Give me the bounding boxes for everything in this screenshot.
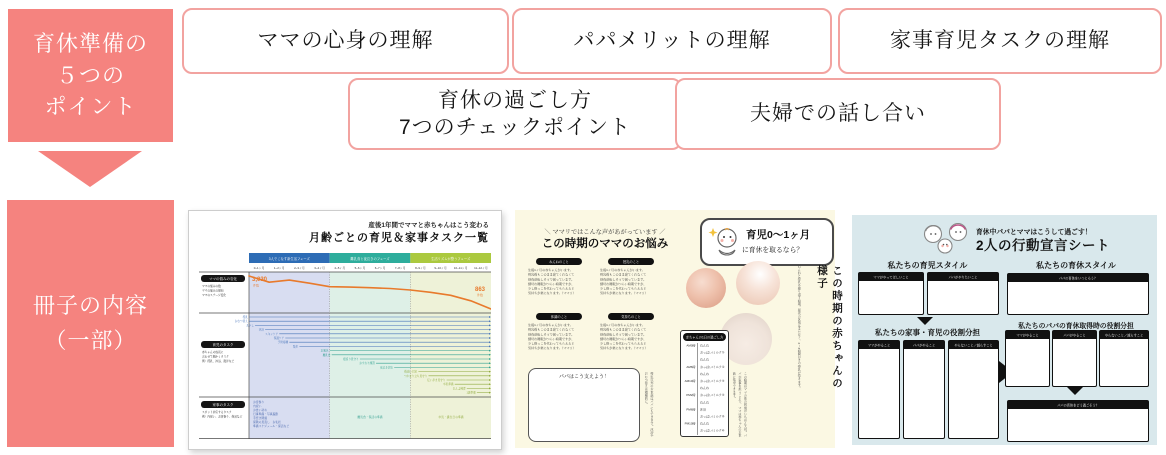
baby-schedule-box <box>680 330 729 437</box>
month-label: 0~1ヶ月 <box>253 266 265 270</box>
declaration-title: 2人の行動宣言シート <box>976 238 1111 253</box>
worry-quote-pill <box>608 258 654 265</box>
worry-quote-text <box>528 323 590 361</box>
month-label: 5~6ヶ月 <box>354 266 366 270</box>
box-mama-does <box>858 340 900 439</box>
box-mama-does-label: ママがやること <box>867 343 891 348</box>
box-leave-mama-does-label: ママがやること <box>1016 333 1039 338</box>
worry-quote-line: 細切れ睡眠がつらい時期ですが、 <box>528 282 575 286</box>
booklet-page-task-chart <box>188 210 502 450</box>
spot-task-line: お宮参り <box>253 400 265 404</box>
row-note: ママの悩みの数 <box>202 285 221 288</box>
booklet-page-declaration-sheet <box>852 215 1157 445</box>
end-value: 863 <box>474 287 486 293</box>
care-task-label: あんよ練習 <box>452 387 466 391</box>
box-papa-wants-label: パパがやりたいこと <box>948 275 978 280</box>
baby-state-vertical-title: この時期の赤ちゃんの様子 <box>816 265 843 390</box>
booklet-contents-label <box>7 200 174 447</box>
point-leave-checkpoints-line1: 育休の過ごし方 <box>438 88 592 112</box>
worry-quote-line: 気持ちが楽になります。（ママリ） <box>528 291 576 296</box>
start-value: 3,030 <box>252 277 268 283</box>
month-label: 2~3ヶ月 <box>294 266 305 270</box>
spot-task-line: お食い初め <box>253 408 267 412</box>
care-task-label: 散歩 <box>293 345 299 349</box>
box-leave-how-header <box>1008 401 1148 409</box>
worries-slogan: ＼ ママリではこんな声があがっています ／ <box>544 229 666 236</box>
worry-quote-line: 気持ちが楽になります。（ママリ） <box>600 346 648 351</box>
row-note: 赤ちゃんの成長に <box>202 351 224 354</box>
schedule-row <box>682 364 727 371</box>
box-papa-does-label: パパがやること <box>912 343 936 348</box>
worry-quote-line: 昼夜逆転しそうで困っています。 <box>600 277 647 282</box>
box-papa-does <box>903 340 945 439</box>
spot-task-line: 卒乳・誕生日の準備 <box>438 415 464 419</box>
booklet-contents-line1: 冊子の内容 <box>32 293 148 319</box>
schedule-row <box>682 357 727 364</box>
point-papa-merit: パパメリットの理解 <box>512 8 832 74</box>
box-leave-papa-does-header <box>1053 331 1096 339</box>
month-label: 4~5ヶ月 <box>334 266 346 270</box>
schedule-activity: ねんね <box>700 387 710 391</box>
worry-quote-line: 授乳後もこのまま寝てくれなくて <box>600 273 647 277</box>
schedule-row <box>682 407 727 414</box>
schedule-row <box>682 386 727 393</box>
worry-quote-line: 生後1ヶ月の赤ちゃんがいます。 <box>528 323 573 327</box>
month-label: 1~2ヶ月 <box>273 266 285 270</box>
care-task-label: 離乳食 <box>322 353 331 357</box>
row-note: ママのステージ変化 <box>202 293 227 297</box>
end-value-sub: 件数 <box>476 293 484 297</box>
worry-quote-pill <box>536 313 582 320</box>
care-task-label: 夜泣き対応 <box>380 366 393 370</box>
row-note: スポット対応するタスク <box>202 411 232 414</box>
chart-title: 月齢ごとの育児＆家事タスク一覧 <box>309 232 489 244</box>
month-label: 6~7ヶ月 <box>374 266 386 270</box>
five-points-line3: ポイント <box>44 94 137 120</box>
care-task-label: 沐浴 <box>258 328 264 332</box>
care-task-label: 寝返り見守り <box>343 358 359 361</box>
box-leave-papa-does-label: パパがやること <box>1063 333 1086 338</box>
baby-photo-1 <box>686 268 726 308</box>
schedule-row <box>682 428 727 435</box>
schedule-row <box>682 393 727 400</box>
schedule-time: PM2時 <box>686 394 696 398</box>
worry-quote-pill <box>608 313 654 320</box>
care-task-label: 卒乳準備 <box>443 383 454 387</box>
worry-quote-pill-label: 体調のこと <box>550 315 568 319</box>
box-papa-wants-header <box>928 273 998 281</box>
care-task-label: あやし <box>246 324 254 328</box>
schedule-activity: 沐浴 <box>700 408 707 412</box>
five-points-line1: 育休準備の <box>32 30 148 56</box>
worry-quote-text <box>528 268 590 306</box>
box-leave-mama-does-header <box>1006 331 1049 339</box>
spot-task-line: 手続き関連 <box>253 416 267 420</box>
phase-label: 生活リズムが整うフェーズ <box>431 256 471 261</box>
worry-quote-line: 授乳後もこのまま寝てくれなくて <box>528 328 575 332</box>
point-leave-checkpoints <box>348 78 682 150</box>
month-label: 9~10ヶ月 <box>434 266 447 270</box>
five-points-line2: ５つの <box>55 62 125 88</box>
worry-quote-line: 授乳後もこのまま寝てくれなくて <box>600 328 647 332</box>
heading-leave-role-split: 私たちのパパの育休取得時の役割分担 <box>1018 323 1134 330</box>
schedule-time: AM6時 <box>686 365 696 369</box>
worry-quote-text <box>600 268 662 306</box>
worry-quote-block <box>600 313 662 361</box>
box-reduce-header <box>949 341 998 349</box>
row-note: 合わせて細かくタスク <box>202 355 229 359</box>
schedule-activity: おっぱい/ミルク⑤ <box>700 415 725 419</box>
box-mama-wants-label: ママがやってほしいこと <box>873 275 909 280</box>
box-leave-papa-does <box>1052 330 1097 387</box>
chart-subtitle: 産後1年間でママと赤ちゃんはこう変わる <box>368 222 489 229</box>
heading-childcare-style: 私たちの育児スタイル <box>887 261 968 270</box>
schedule-activity: おっぱい/ミルク① <box>700 351 725 355</box>
worry-quote-lines <box>528 268 590 306</box>
down-arrow-icon <box>38 151 142 187</box>
worry-quote-line: 昼夜逆転しそうで困っています。 <box>600 332 647 337</box>
worry-quote-line: 細切れ睡眠がつらい時期ですが、 <box>600 337 647 341</box>
declaration-tagline: 育休中パパとママはこうして過ごす！ <box>976 229 1092 236</box>
phase-band <box>330 272 411 439</box>
box-mama-wants-header <box>859 273 923 281</box>
worry-quote-line: 細切れ睡眠がつらい時期ですが、 <box>600 282 647 286</box>
month-label: 3~4ヶ月 <box>314 266 325 270</box>
schedule-row <box>682 378 727 385</box>
point-couple-discussion: 夫婦での話し合い <box>675 78 1001 150</box>
box-leave-when-header <box>1008 274 1148 282</box>
point-leave-checkpoints-line2: 7つのチェックポイント <box>398 116 632 139</box>
vertical-paragraph-2: この時期はママの体の回復がいちばん大切。パパが家事を担うことで、ママは赤ちゃんのお世話に集中できます。 <box>732 372 747 438</box>
care-task-label: 予防接種 <box>277 341 289 345</box>
worry-quote-line: 少し抱っこを代わってもらえると <box>600 287 647 291</box>
leave-timing-badge <box>700 218 834 266</box>
worry-quote-lines <box>600 323 662 361</box>
papa-support-label: パパはこう支えよう！ <box>559 374 609 380</box>
schedule-activity: おっぱい/ミルク④ <box>700 394 725 398</box>
month-label: 8~9ヶ月 <box>415 266 426 270</box>
box-reduce <box>948 340 999 439</box>
worry-quote-line: 少し抱っこを代わってもらえると <box>528 342 575 346</box>
phase-label: 3人でこなす新生活フェーズ <box>268 256 310 261</box>
spot-task-line: 内祝い <box>253 404 262 408</box>
care-task-label: 伝い歩き見守り <box>427 379 446 382</box>
schedule-time: AM10時 <box>684 379 696 383</box>
worry-quote-line: 昼夜逆転しそうで困っています。 <box>528 332 575 337</box>
worry-quote-line: 気持ちが楽になります。（ママリ） <box>600 291 648 296</box>
schedule-row <box>682 343 727 350</box>
schedule-activity: おっぱい/ミルク③ <box>700 379 725 383</box>
care-task-label: スキンケア <box>265 332 279 336</box>
schedule-activity: ねんね <box>700 372 710 376</box>
schedule-activity: おっぱい/ミルク⑥ <box>700 429 725 433</box>
five-points-label <box>8 9 173 142</box>
schedule-row <box>682 400 727 407</box>
worry-quote-lines <box>600 268 662 306</box>
box-leave-reduce-header <box>1100 331 1148 339</box>
booklet-page-mama-worries <box>515 210 843 448</box>
box-reduce-label: やらないこと／減らすこと <box>954 343 993 348</box>
booklet-contents-line2: （一部） <box>44 327 137 353</box>
box-leave-when-label: パパの育休をいつとろう？ <box>1058 276 1098 281</box>
down-arrow-small-icon <box>917 317 933 325</box>
box-leave-when <box>1007 273 1149 315</box>
schedule-row <box>682 414 727 421</box>
box-leave-how-label: パパの育休をどう過ごそう？ <box>1057 403 1099 408</box>
worry-quote-pill-label: 授乳のこと <box>622 260 640 264</box>
vertical-paragraph-3: 授乳以外のお世話はパパにもできます。沐浴やおむつ替えは積極的に。 <box>644 372 654 438</box>
worry-quote-line: 生後1ヶ月の赤ちゃんがいます。 <box>528 268 573 272</box>
box-mama-does-header <box>859 341 899 349</box>
row-note: 例）授乳、沐浴、散歩など <box>202 359 235 363</box>
month-label: 11~12ヶ月 <box>474 266 488 270</box>
start-value-sub: 件数 <box>253 283 260 288</box>
phase-label: 離乳食と夜泣きのフェーズ <box>350 256 390 261</box>
monthly-task-chart <box>199 253 491 439</box>
worry-quote-block <box>528 313 590 361</box>
badge-period: 育児0〜1ヶ月 <box>746 229 811 241</box>
worry-quote-pill <box>536 258 582 265</box>
schedule-activity: ねんね <box>700 422 710 426</box>
worry-quote-block <box>600 258 662 306</box>
worry-quote-line: 気持ちが楽になります。（ママリ） <box>528 346 576 351</box>
spot-task-line: 離乳食・保活の準備 <box>357 415 383 419</box>
schedule-activity: ねんね <box>700 401 710 405</box>
worry-quote-line: 少し抱っこを代わってもらえると <box>600 342 647 346</box>
worry-quote-line: 生後1ヶ月の赤ちゃんがいます。 <box>600 268 645 272</box>
schedule-time: PM6時 <box>686 408 696 412</box>
papa-support-box <box>528 368 640 442</box>
box-mama-wants <box>858 272 924 315</box>
worry-quote-line: 生後1ヶ月の赤ちゃんがいます。 <box>600 323 645 327</box>
point-mama-mind-body: ママの心身の理解 <box>182 8 509 74</box>
box-leave-how <box>1007 400 1149 442</box>
worries-title: この時期のママのお悩み <box>541 238 669 250</box>
point-housework-childcare-tasks: 家事育児タスクの理解 <box>838 8 1162 74</box>
care-task-label: 保湿ケア <box>273 337 285 340</box>
care-task-label: おすわり練習 <box>359 362 375 366</box>
spot-task-line: 行事準備・写真撮影 <box>253 412 279 416</box>
schedule-row <box>682 371 727 378</box>
month-label: 10~11ヶ月 <box>453 266 468 270</box>
baby-schedule-body <box>682 343 727 435</box>
badge-question: に育休を取るなら？ <box>742 247 804 254</box>
row-pill-label: 育児のタスク <box>212 342 234 347</box>
worry-quote-pill-label: 気持ちのこと <box>621 315 641 319</box>
schedule-activity: おっぱい/ミルク② <box>700 365 725 369</box>
schedule-row <box>682 350 727 357</box>
schedule-activity: ねんね <box>700 344 710 348</box>
care-task-label: 1歳準備 <box>466 391 476 395</box>
worry-quote-text <box>600 323 662 361</box>
worry-quote-block <box>528 258 590 306</box>
row-note: 例）内祝い、お宮参り、保活など <box>202 415 243 419</box>
family-illustration <box>920 221 972 259</box>
chick-baby-icon <box>705 223 743 261</box>
worry-quote-line: 昼夜逆転しそうで困っています。 <box>528 277 575 282</box>
spot-task-line: 準備スケジュール・保活など <box>253 424 290 428</box>
spot-task-line: 保険の見直し お礼状 <box>253 420 281 424</box>
row-pill-label: ママの悩みの変化 <box>209 276 237 281</box>
worry-quote-line: 少し抱っこを代わってもらえると <box>528 287 575 291</box>
care-task-label: 後追い対応 <box>404 370 418 374</box>
box-leave-reduce-label: やらないこと／減らすこと <box>1104 333 1144 338</box>
baby-photo-2 <box>736 261 780 305</box>
box-papa-wants <box>927 272 999 315</box>
care-task-label: 授乳 <box>242 316 248 319</box>
heading-role-split: 私たちの家事・育児の役割分担 <box>875 328 980 337</box>
care-task-label: つかまり立ち見守り <box>403 374 428 378</box>
heading-leave-style: 私たちの育休スタイル <box>1036 261 1116 270</box>
schedule-time: PM10時 <box>684 422 696 426</box>
down-arrow-small-icon-2 <box>1067 387 1083 395</box>
care-task-label: お風呂 <box>320 349 329 353</box>
row-pill-label: 家事のタスク <box>212 402 234 407</box>
box-papa-does-header <box>904 341 944 349</box>
schedule-activity: ねんね <box>700 358 710 362</box>
box-leave-reduce <box>1099 330 1149 387</box>
worry-quote-pill-label: ねんねのこと <box>549 260 569 264</box>
schedule-row <box>682 421 727 428</box>
worry-quote-line: 細切れ睡眠がつらい時期ですが、 <box>528 337 575 341</box>
schedule-time: AM0時 <box>686 344 696 348</box>
baby-schedule-header: 赤ちゃんの1日の過ごし方 <box>683 333 726 341</box>
worry-quote-line: 授乳後もこのまま寝てくれなくて <box>528 273 575 277</box>
worry-quote-lines <box>528 323 590 361</box>
row-note: ママの悩みの傾向 <box>202 289 224 293</box>
box-leave-mama-does <box>1005 330 1050 387</box>
vertical-paragraph-1: ねんねと授乳を繰り返す時期。昼夜の区別はまだなく、2〜3時間おきの授乳が続きます。 <box>797 265 801 390</box>
month-label: 7~8ヶ月 <box>394 266 406 270</box>
care-task-label: おむつ替え <box>234 320 248 324</box>
